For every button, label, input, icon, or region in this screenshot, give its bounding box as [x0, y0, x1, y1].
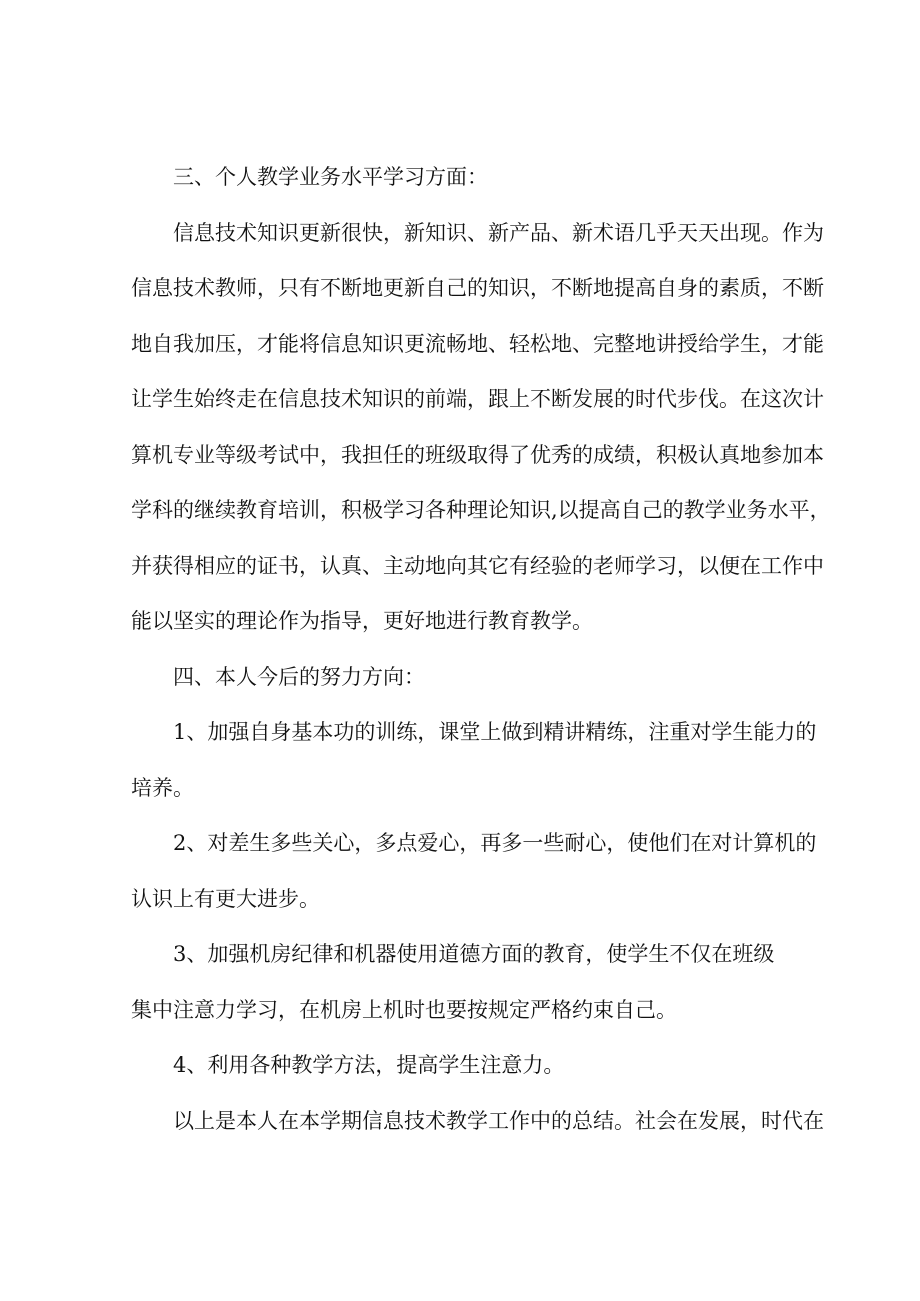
paragraph-line: 学科的继续教育培训，积极学习各种理论知识,以提高自己的教学业务水平，	[131, 498, 831, 522]
list-item-1: 1、加强自身基本功的训练，课堂上做到精讲精练，注重对学生能力的	[173, 720, 817, 744]
list-item-2: 2、对差生多些关心，多点爱心，再多一些耐心，使他们在对计算机的	[173, 831, 817, 855]
paragraph-line: 算机专业等级考试中，我担任的班级取得了优秀的成绩，积极认真地参加本	[131, 443, 824, 467]
list-item-3: 3、加强机房纪律和机器使用道德方面的教育，使学生不仅在班级	[173, 942, 775, 966]
section-heading-4: 四、本人今后的努力方向：	[173, 665, 425, 689]
list-item-3-continued: 集中注意力学习，在机房上机时也要按规定严格约束自己。	[131, 998, 677, 1022]
list-item-2-continued: 认识上有更大进步。	[131, 887, 320, 911]
section-heading-3: 三、个人教学业务水平学习方面：	[173, 165, 488, 189]
paragraph-line: 以上是本人在本学期信息技术教学工作中的总结。社会在发展，时代在	[173, 1109, 824, 1133]
paragraph-line: 让学生始终走在信息技术知识的前端，跟上不断发展的时代步伐。在这次计	[131, 387, 824, 411]
paragraph-line: 地自我加压，才能将信息知识更流畅地、轻松地、完整地讲授给学生，才能	[131, 332, 824, 356]
paragraph-line: 信息技术知识更新很快，新知识、新产品、新术语几乎天天出现。作为	[173, 221, 824, 245]
list-item-4: 4、利用各种教学方法，提高学生注意力。	[173, 1053, 565, 1077]
paragraph-line: 并获得相应的证书，认真、主动地向其它有经验的老师学习，以便在工作中	[131, 554, 824, 578]
paragraph-line: 信息技术教师，只有不断地更新自己的知识，不断地提高自身的素质，不断	[131, 276, 824, 300]
paragraph-line: 能以坚实的理论作为指导，更好地进行教育教学。	[131, 609, 593, 633]
list-item-1-continued: 培养。	[131, 776, 194, 800]
